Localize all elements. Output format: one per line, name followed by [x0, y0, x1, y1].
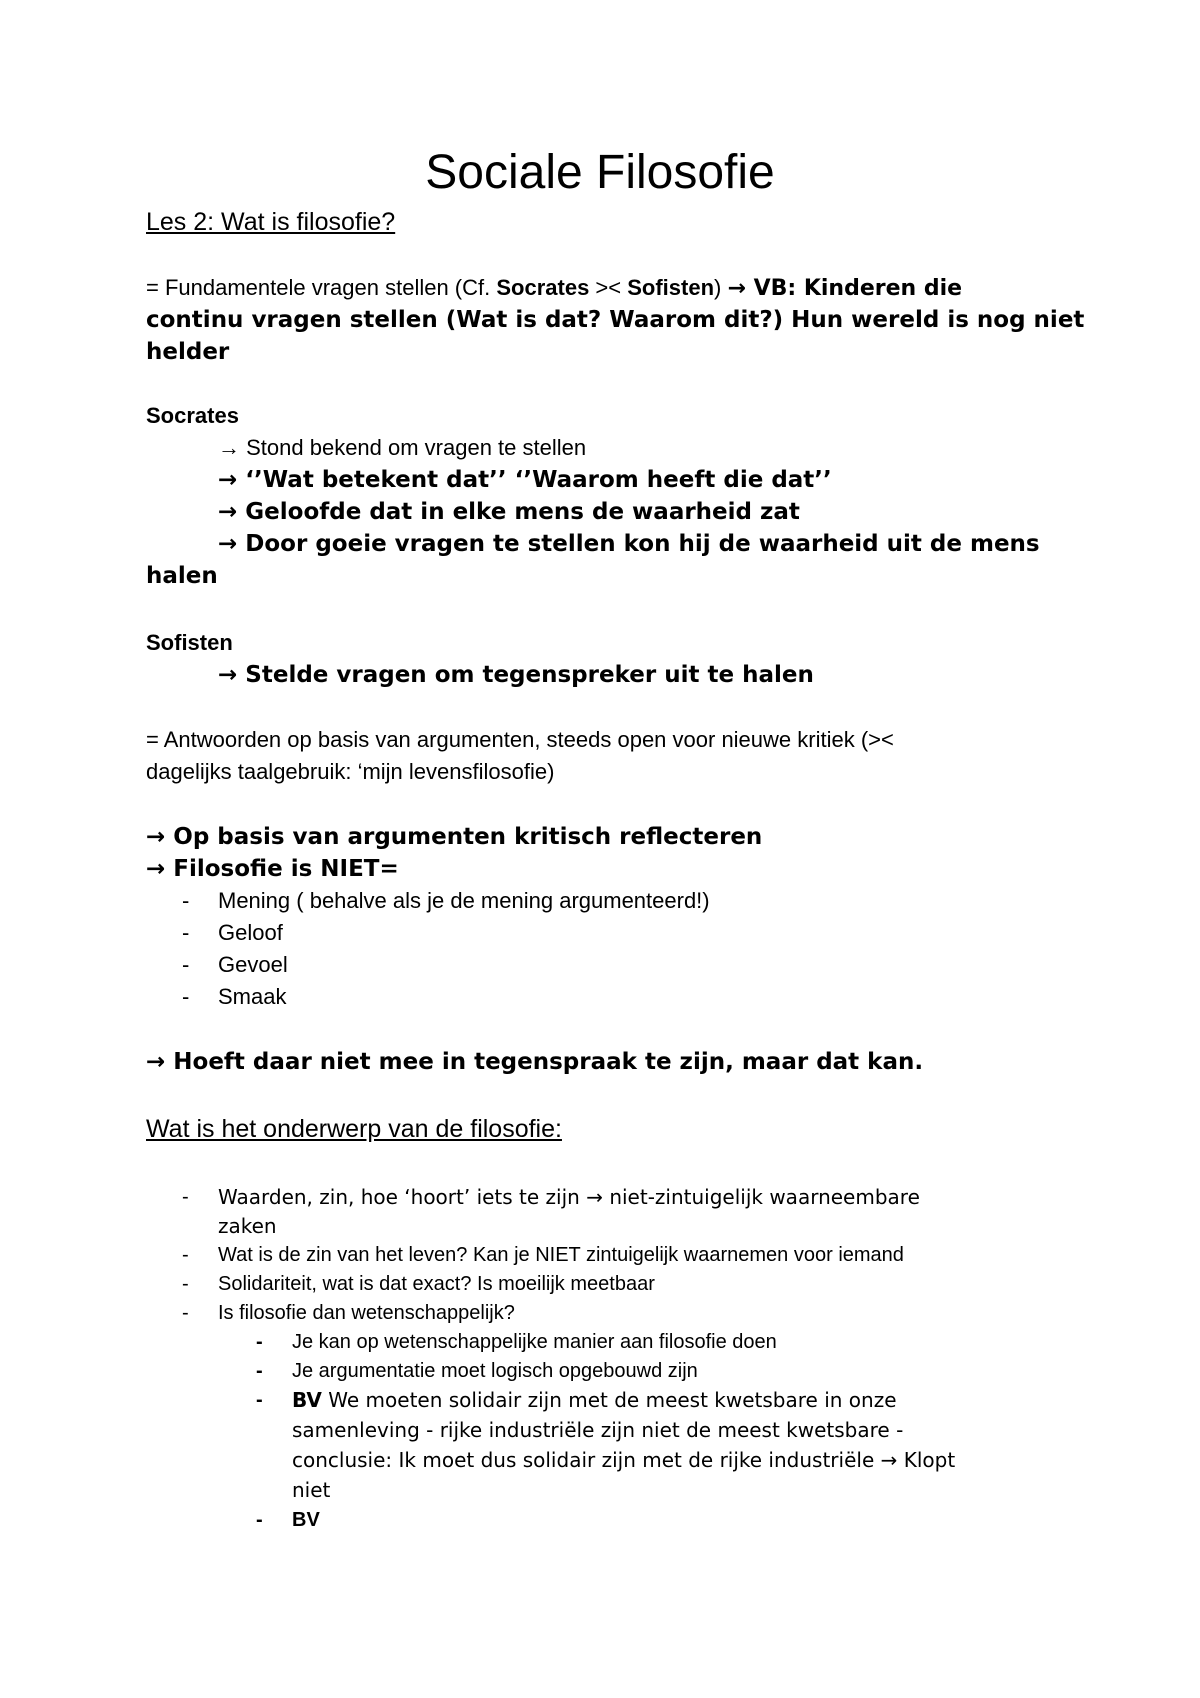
definition-line-2: dagelijks taalgebruik: ‘mijn levensfilosofie) — [146, 759, 555, 784]
intro-text-b: >< — [589, 275, 628, 300]
subject-item-1-line-1: Waarden, zin, hoe ‘hoort’ iets te zijn → niet-zintuigelijk waarneembare — [218, 1185, 920, 1209]
intro-line-2: continu vragen stellen (Wat is dat? Waarom dit?) Hun wereld is nog niet — [146, 307, 1085, 333]
dash-bullet: - — [256, 1331, 263, 1353]
sofisten-heading: Sofisten — [146, 630, 233, 655]
lesson-heading: Les 2: Wat is filosofie? — [146, 208, 396, 236]
socrates-item-2: → ‘’Wat betekent dat’’ ‘’Waarom heeft die dat’’ — [218, 467, 832, 493]
dash-bullet: - — [182, 888, 190, 913]
dash-bullet: - — [256, 1389, 263, 1411]
intro-text-a: = Fundamentele vragen stellen (Cf. — [146, 275, 497, 300]
definition-line-1: = Antwoorden op basis van argumenten, steeds open voor nieuwe kritiek (>< — [146, 727, 894, 752]
sub-item-4-bv: BV — [292, 1509, 320, 1531]
intro-vb: → VB: Kinderen die — [727, 276, 963, 301]
point-tegenspraak: → Hoeft daar niet mee in tegenspraak te zijn, maar dat kan. — [146, 1049, 924, 1075]
subject-item-2: Wat is de zin van het leven? Kan je NIET zintuigelijk waarnemen voor iemand — [218, 1244, 904, 1266]
sub-item-1: Je kan op wetenschappelijke manier aan filosofie doen — [292, 1331, 777, 1353]
socrates-item-3: → Geloofde dat in elke mens de waarheid zat — [218, 499, 800, 525]
dash-bullet: - — [256, 1360, 263, 1382]
dash-bullet: - — [182, 1302, 189, 1324]
intro-line-3: helder — [146, 339, 230, 365]
not-item-smaak: Smaak — [218, 984, 287, 1009]
sub-item-3-text: We moeten solidair zijn met de meest kwetsbare in onze — [321, 1388, 897, 1412]
subject-item-3: Solidariteit, wat is dat exact? Is moeilijk meetbaar — [218, 1273, 655, 1295]
sub-item-2: Je argumentatie moet logisch opgebouwd zijn — [292, 1360, 698, 1382]
socrates-item-4-continuation: halen — [146, 563, 218, 589]
sofisten-item-1: → Stelde vragen om tegenspreker uit te halen — [218, 662, 814, 688]
subject-item-1-line-2: zaken — [218, 1214, 277, 1238]
document-title: Sociale Filosofie — [425, 146, 775, 199]
socrates-heading: Socrates — [146, 403, 239, 428]
dash-bullet: - — [182, 1186, 189, 1208]
dash-bullet: - — [182, 920, 190, 945]
sub-item-3-line-3: conclusie: Ik moet dus solidair zijn met de rijke industriële → Klopt — [292, 1448, 956, 1472]
socrates-item-4: → Door goeie vragen te stellen kon hij de waarheid uit de mens — [218, 531, 1040, 557]
socrates-item-1: → Stond bekend om vragen te stellen — [218, 435, 587, 460]
intro-socrates: Socrates — [496, 275, 590, 300]
not-item-gevoel: Gevoel — [218, 952, 288, 977]
intro-line-1 — [146, 272, 962, 305]
subject-item-4: Is filosofie dan wetenschappelijk? — [218, 1302, 515, 1324]
intro-sofisten: Sofisten — [627, 275, 715, 300]
sub-item-3-line-4: niet — [292, 1478, 331, 1502]
sub-item-3-line-1 — [292, 1386, 897, 1415]
point-niet: → Filosofie is NIET= — [146, 856, 399, 882]
bv-label: BV — [292, 1388, 322, 1412]
not-item-geloof: Geloof — [218, 920, 283, 945]
sub-item-3-line-2: samenleving - rijke industriële zijn niet de meest kwetsbare - — [292, 1418, 904, 1442]
dash-bullet: - — [182, 1244, 189, 1266]
dash-bullet: - — [182, 952, 190, 977]
point-kritisch: → Op basis van argumenten kritisch reflecteren — [146, 824, 763, 850]
not-item-mening: Mening ( behalve als je de mening argumenteerd!) — [218, 888, 710, 913]
subject-heading: Wat is het onderwerp van de filosofie: — [146, 1115, 562, 1143]
intro-text-c: ) — [714, 275, 728, 300]
dash-bullet: - — [182, 1273, 189, 1295]
dash-bullet: - — [182, 984, 190, 1009]
dash-bullet: - — [256, 1509, 263, 1531]
